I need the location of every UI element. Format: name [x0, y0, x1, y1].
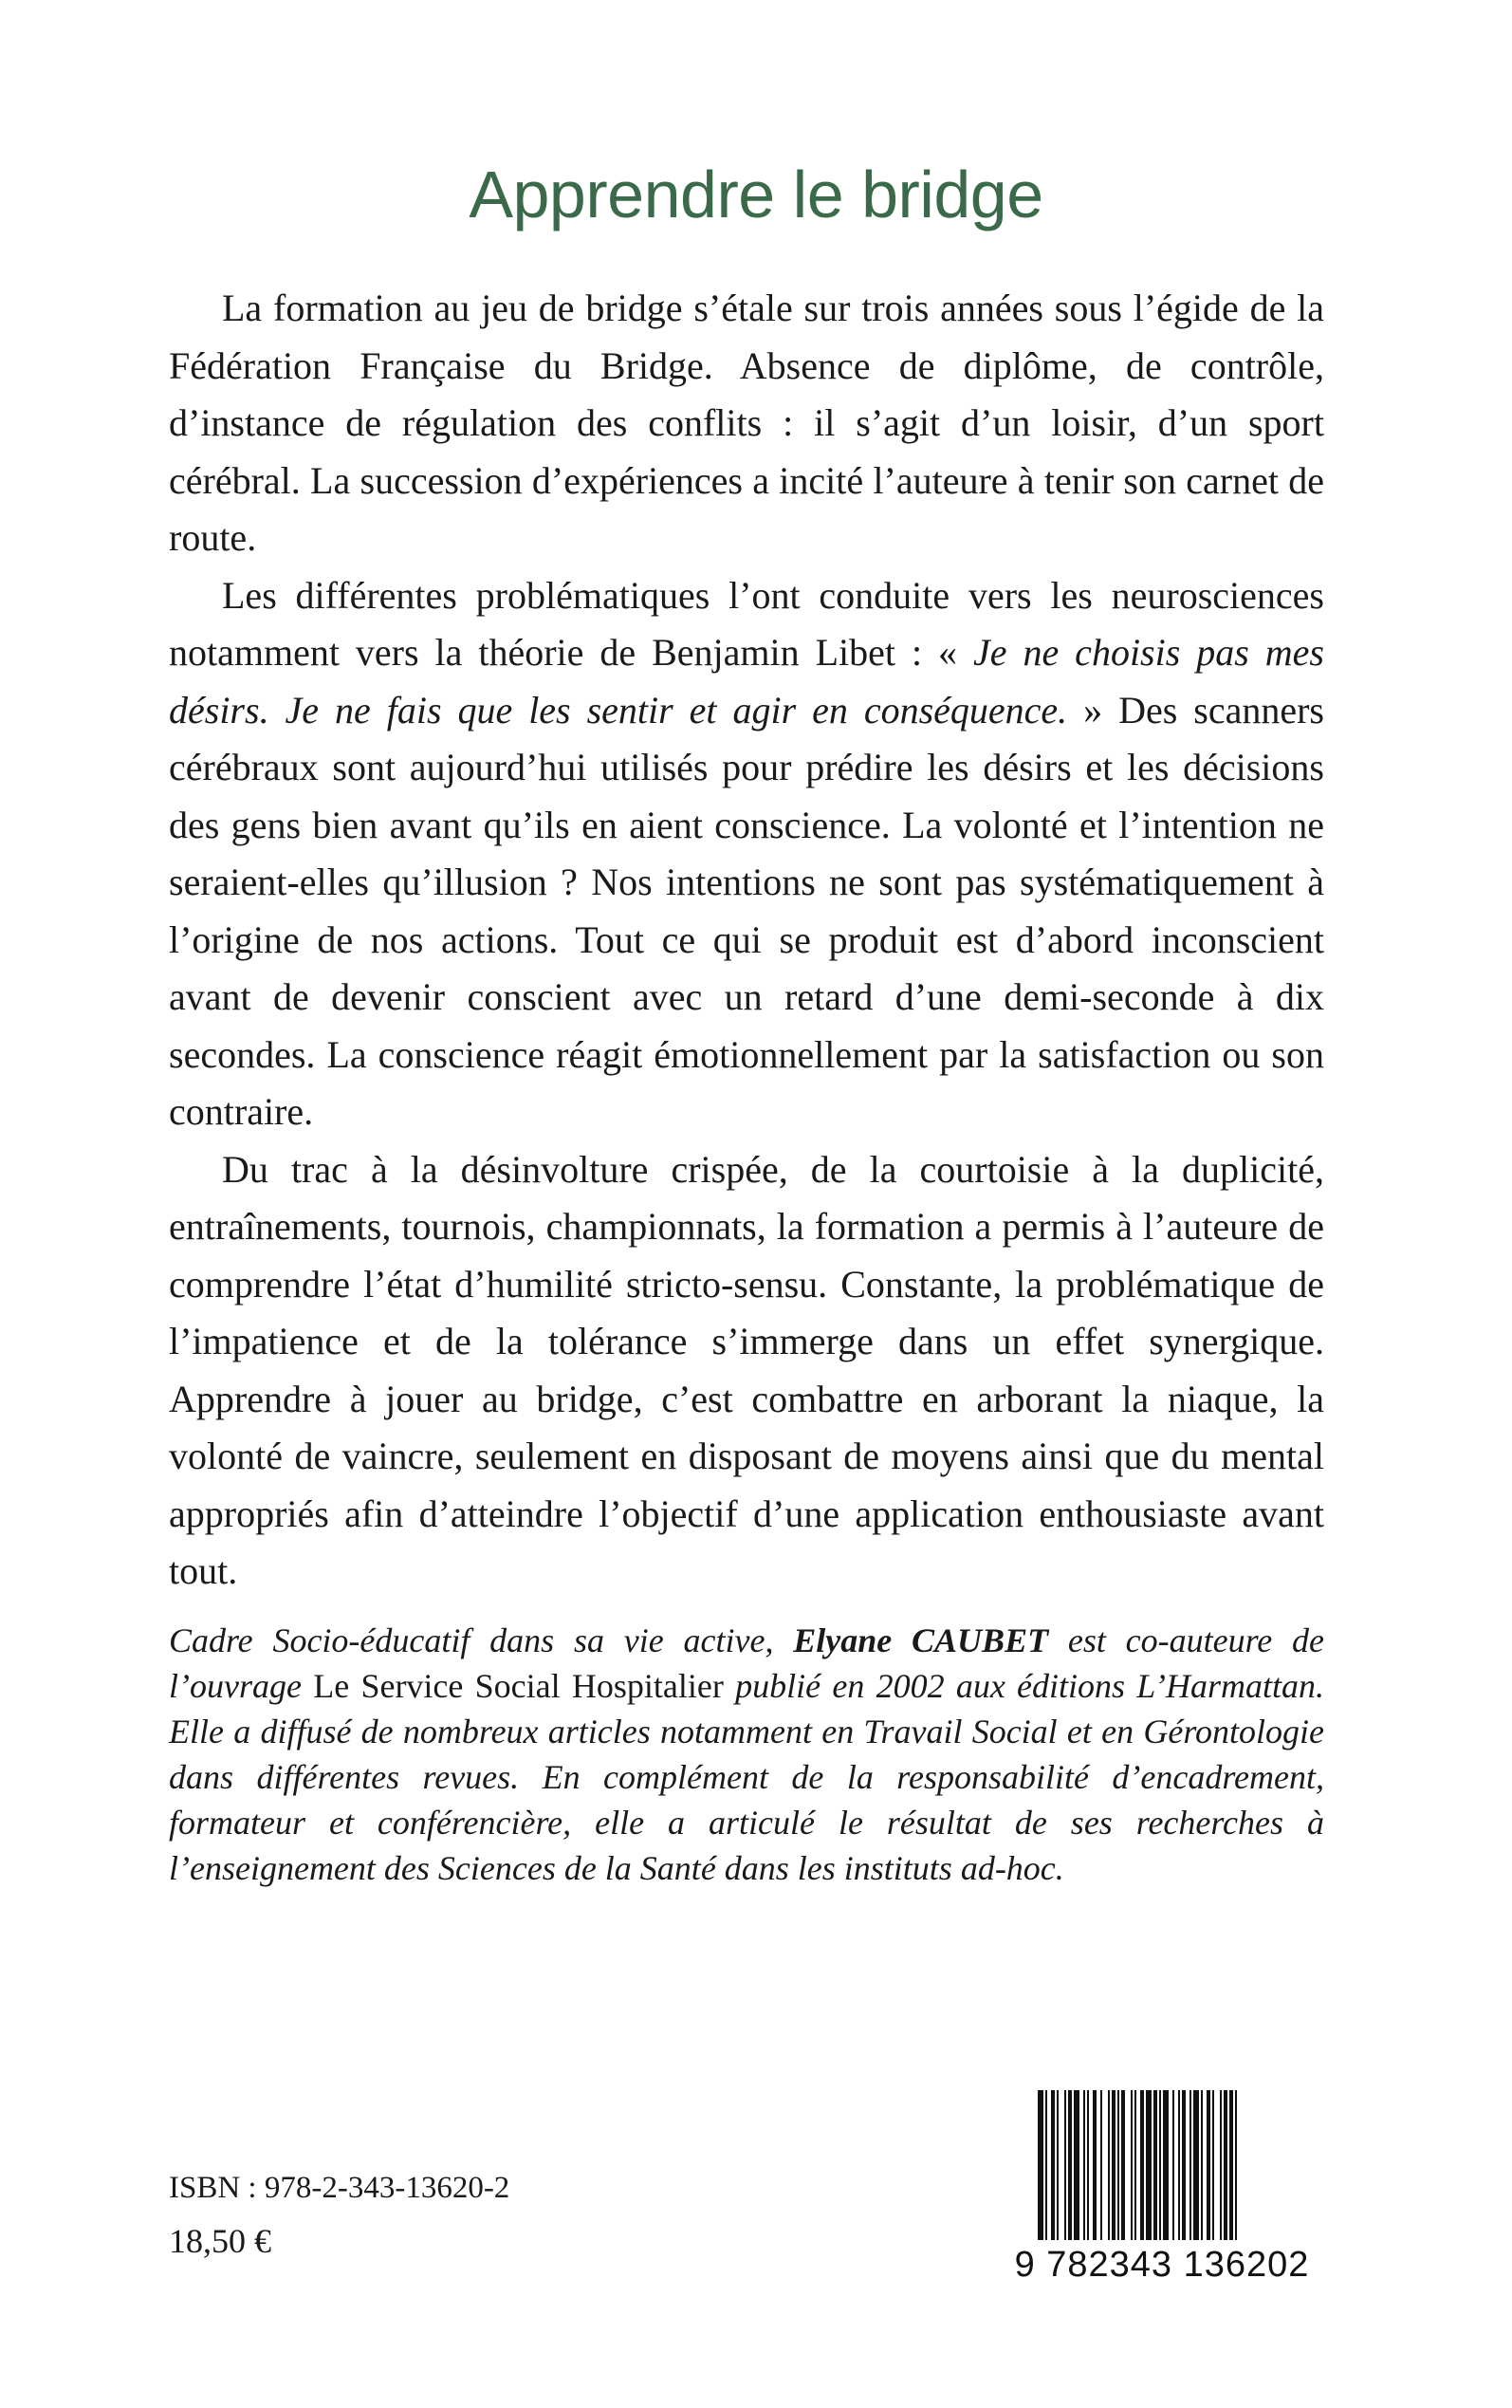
barcode-bar [1212, 2090, 1214, 2240]
barcode-bar [1117, 2090, 1119, 2240]
quote-text: Je ne choisis pas mes désirs. Je ne fais que les sentir et agir en conséquence. [169, 631, 1324, 732]
paragraph-text: Les différentes problématiques l’ont conduite vers les neurosciences notamment vers la théorie de Benjamin Libet : « [169, 573, 1324, 674]
barcode-bar [1140, 2090, 1144, 2240]
paragraph-text: Du trac à la désinvolture crispée, de la courtoisie à la duplicité, entraînements, tournois, championnats, la formation a permis à l’auteure de comprendre l’état d’humilité stricto-sensu. Constante, la problématique de l’impatience et de la tolérance s’immerge dans un effet synergique. Apprendre à jouer au bridge, c’est combattre en arborant la niaque, la volonté de vaincre, seulement en disposant de moyens ainsi que du mental appropriés afin d’atteindre l’objectif d’une application enthousiaste avant tout. [169, 1147, 1324, 1592]
summary-paragraph [169, 1141, 1324, 1601]
barcode-bar [1182, 2090, 1186, 2240]
barcode-bar [1045, 2090, 1047, 2240]
paragraph-text: » Des scanners cérébraux sont aujourd’hui utilisés pour prédire les désirs et les décisions des gens bien avant qu’ils en aient conscience. La volonté et l’intention ne seraient-elles qu’illusion ? Nos intentions ne sont pas systématiquement à l’origine de nos actions. Tout ce qui se produit est d’abord inconscient avant de devenir conscient avec un retard d’une demi-seconde à dix secondes. La conscience réagit émotionnellement par la satisfaction ou son contraire. [169, 688, 1324, 1133]
book-title: Apprendre le bridge [469, 157, 1043, 232]
summary-paragraph [169, 567, 1324, 1141]
bio-lead: Cadre Socio-éducatif dans sa vie active, [169, 1621, 794, 1659]
barcode-bar [1093, 2090, 1097, 2240]
barcode-bar [1074, 2090, 1079, 2240]
barcode-bar [1131, 2090, 1133, 2240]
barcode-bar [1172, 2090, 1174, 2240]
barcode-bar [1146, 2090, 1152, 2240]
bio-rest: publié en 2002 aux éditions L’Harmattan. Elle a diffusé de nombreux articles notamment en Travail Social et en Gérontologie dans différentes revues. En complément de la responsabilité d’encadrement, formateur et conférencière, elle a articulé le résultat de ses recherches à l’enseignement des Sciences de la Santé dans les instituts ad-hoc. [169, 1667, 1324, 1887]
barcode-bar [1153, 2090, 1157, 2240]
barcode-bar [1178, 2090, 1180, 2240]
barcode-bar [1068, 2090, 1072, 2240]
author-name: Elyane CAUBET [793, 1621, 1049, 1659]
isbn: ISBN : 978-2-343-13620-2 [169, 2171, 510, 2205]
barcode-bar [1038, 2090, 1043, 2240]
barcode-bar [1193, 2090, 1199, 2240]
barcode-bar [1201, 2090, 1203, 2240]
barcode-bar [1134, 2090, 1136, 2240]
barcode-bar [1163, 2090, 1169, 2240]
barcode-bar [1087, 2090, 1089, 2240]
bio-after-name: est co-auteure de l’ouvrage [169, 1621, 1325, 1705]
barcode-bar [1235, 2090, 1237, 2240]
barcode-bar [1220, 2090, 1222, 2240]
price: 18,50 € [169, 2222, 271, 2260]
barcode-bar [1108, 2090, 1110, 2240]
author-bio [169, 1618, 1324, 1891]
barcode [1000, 2083, 1324, 2301]
barcode-bar [1057, 2090, 1059, 2240]
referenced-book-title: Le Service Social Hospitalier [313, 1667, 724, 1705]
barcode-bar [1083, 2090, 1085, 2240]
paragraph-text: La formation au jeu de bridge s’étale sur trois années sous l’égide de la Fédération Française du Bridge. Absence de diplôme, de contrôle, d’instance de régulation des conflits : il s’agit d’un loisir, d’un sport cérébral. La succession d’expériences a incité l’auteure à tenir son carnet de route. [169, 287, 1324, 559]
barcode-bar [1121, 2090, 1125, 2240]
barcode-bar [1051, 2090, 1055, 2240]
barcode-bar [1100, 2090, 1102, 2240]
barcode-bar [1229, 2090, 1233, 2240]
barcode-bar [1064, 2090, 1066, 2240]
barcode-bar [1159, 2090, 1161, 2240]
summary-text [169, 280, 1324, 1601]
barcode-bars [1036, 2090, 1290, 2250]
barcode-digits: 9 782343 136202 [1014, 2245, 1310, 2285]
barcode-bar [1189, 2090, 1191, 2240]
summary-paragraph [169, 280, 1324, 567]
barcode-bar [1207, 2090, 1210, 2240]
barcode-bar [1112, 2090, 1116, 2240]
barcode-bar [1224, 2090, 1227, 2240]
